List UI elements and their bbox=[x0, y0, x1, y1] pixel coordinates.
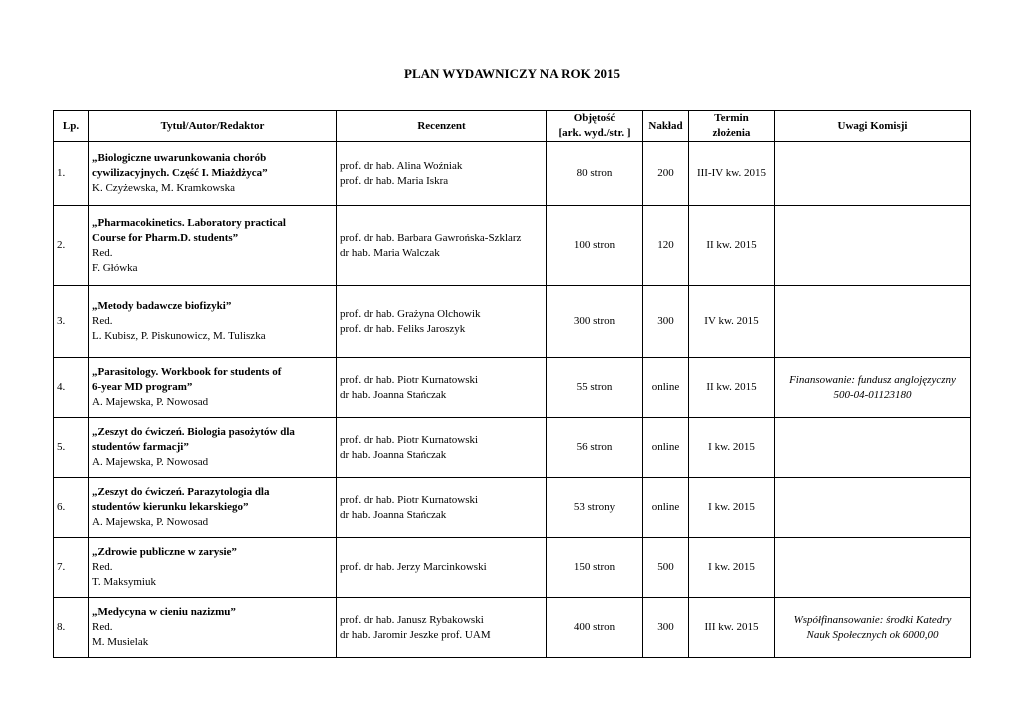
cell-deadline: IV kw. 2015 bbox=[689, 286, 775, 358]
header-volume-line2: [ark. wyd./str. ] bbox=[558, 127, 631, 139]
author-line: L. Kubisz, P. Piskunowicz, M. Tuliszka bbox=[92, 330, 266, 342]
book-title-line: studentów kierunku lekarskiego” bbox=[92, 501, 249, 513]
cell-title bbox=[89, 478, 337, 538]
reviewer-line: prof. dr hab. Piotr Kurnatowski bbox=[340, 493, 479, 506]
table-row bbox=[54, 418, 971, 478]
author-line: Red. bbox=[92, 561, 113, 573]
header-volume bbox=[547, 111, 643, 142]
cell-title bbox=[89, 286, 337, 358]
cell-reviewers bbox=[337, 286, 547, 358]
cell-lp: 6. bbox=[54, 478, 89, 538]
cell-deadline: II kw. 2015 bbox=[689, 206, 775, 286]
reviewer-line: prof. dr hab. Maria Iskra bbox=[340, 174, 449, 187]
cell-notes bbox=[775, 598, 971, 658]
header-deadline-line1: Termin bbox=[714, 112, 749, 124]
cell-notes bbox=[775, 538, 971, 598]
cell-lp: 5. bbox=[54, 418, 89, 478]
book-title-line: „Medycyna w cieniu nazizmu” bbox=[92, 606, 236, 618]
book-title-line: „Metody badawcze biofizyki” bbox=[92, 300, 232, 312]
notes-line: Nauk Społecznych ok 6000,00 bbox=[806, 628, 939, 641]
header-volume-line1: Objętość bbox=[573, 112, 616, 124]
author-line: K. Czyżewska, M. Kramkowska bbox=[92, 182, 235, 194]
reviewer-line: prof. dr hab. Alina Woźniak bbox=[340, 159, 463, 172]
cell-print-run: online bbox=[643, 358, 689, 418]
reviewer-line: prof. dr hab. Piotr Kurnatowski bbox=[340, 433, 479, 446]
cell-print-run: 500 bbox=[643, 538, 689, 598]
book-title-line: 6-year MD program” bbox=[92, 381, 193, 393]
cell-reviewers bbox=[337, 142, 547, 206]
cell-lp: 8. bbox=[54, 598, 89, 658]
cell-print-run: 200 bbox=[643, 142, 689, 206]
reviewer-line: prof. dr hab. Grażyna Olchowik bbox=[340, 307, 481, 320]
reviewer-line: prof. dr hab. Janusz Rybakowski bbox=[340, 613, 484, 626]
book-title-line: „Biologiczne uwarunkowania chorób bbox=[92, 152, 267, 164]
book-title-line: „Zeszyt do ćwiczeń. Parazytologia dla bbox=[92, 486, 270, 498]
notes-line: Współfinansowanie: środki Katedry bbox=[793, 613, 952, 626]
cell-volume: 56 stron bbox=[547, 418, 643, 478]
table-row bbox=[54, 478, 971, 538]
cell-deadline: I kw. 2015 bbox=[689, 478, 775, 538]
book-title-line: studentów farmacji” bbox=[92, 441, 189, 453]
reviewer-line: prof. dr hab. Piotr Kurnatowski bbox=[340, 373, 479, 386]
author-line: A. Majewska, P. Nowosad bbox=[92, 456, 209, 468]
cell-deadline: II kw. 2015 bbox=[689, 358, 775, 418]
cell-reviewers bbox=[337, 418, 547, 478]
cell-reviewers bbox=[337, 358, 547, 418]
header-row bbox=[54, 111, 971, 142]
author-line: F. Główka bbox=[92, 261, 138, 274]
cell-lp: 1. bbox=[54, 142, 89, 206]
author-line: Red. bbox=[92, 315, 113, 327]
cell-reviewers bbox=[337, 538, 547, 598]
reviewer-line: dr hab. Maria Walczak bbox=[340, 246, 440, 259]
cell-volume: 53 strony bbox=[547, 478, 643, 538]
table-row bbox=[54, 286, 971, 358]
publishing-plan-table bbox=[53, 110, 971, 658]
header-lp: Lp. bbox=[54, 111, 89, 142]
cell-notes bbox=[775, 478, 971, 538]
notes-line: 500-04-01123180 bbox=[833, 388, 912, 401]
cell-lp: 3. bbox=[54, 286, 89, 358]
book-title-line: cywilizacyjnych. Część I. Miażdżyca” bbox=[92, 167, 268, 179]
header-notes: Uwagi Komisji bbox=[775, 111, 971, 142]
table-row bbox=[54, 538, 971, 598]
header-deadline bbox=[689, 111, 775, 142]
cell-deadline: I kw. 2015 bbox=[689, 418, 775, 478]
author-line: Red. bbox=[92, 246, 113, 259]
cell-notes bbox=[775, 286, 971, 358]
table-row bbox=[54, 142, 971, 206]
cell-print-run: 300 bbox=[643, 286, 689, 358]
notes-line: Finansowanie: fundusz anglojęzyczny bbox=[789, 373, 956, 386]
header-print-run: Nakład bbox=[643, 111, 689, 142]
cell-volume: 55 stron bbox=[547, 358, 643, 418]
table-row bbox=[54, 358, 971, 418]
cell-lp: 4. bbox=[54, 358, 89, 418]
cell-volume: 100 stron bbox=[547, 206, 643, 286]
cell-volume: 80 stron bbox=[547, 142, 643, 206]
cell-title bbox=[89, 598, 337, 658]
cell-deadline: I kw. 2015 bbox=[689, 538, 775, 598]
document-title: PLAN WYDAWNICZY NA ROK 2015 bbox=[404, 66, 620, 81]
cell-title bbox=[89, 206, 337, 286]
header-reviewer: Recenzent bbox=[337, 111, 547, 142]
cell-notes bbox=[775, 206, 971, 286]
book-title-line: „Parasitology. Workbook for students of bbox=[92, 366, 282, 378]
reviewer-line: prof. dr hab. Barbara Gawrońska-Szklarz bbox=[340, 231, 522, 244]
cell-title bbox=[89, 358, 337, 418]
cell-notes bbox=[775, 358, 971, 418]
cell-deadline: III kw. 2015 bbox=[689, 598, 775, 658]
reviewer-line: prof. dr hab. Feliks Jaroszyk bbox=[340, 322, 466, 335]
reviewer-line: dr hab. Jaromir Jeszke prof. UAM bbox=[340, 628, 491, 641]
cell-notes bbox=[775, 418, 971, 478]
author-line: T. Maksymiuk bbox=[92, 576, 156, 588]
author-line: A. Majewska, P. Nowosad bbox=[92, 516, 209, 528]
cell-reviewers bbox=[337, 478, 547, 538]
book-title-line: Course for Pharm.D. students” bbox=[92, 231, 239, 244]
reviewer-line: dr hab. Joanna Stańczak bbox=[340, 508, 447, 521]
cell-print-run: online bbox=[643, 418, 689, 478]
header-title: Tytuł/Autor/Redaktor bbox=[89, 111, 337, 142]
cell-reviewers bbox=[337, 598, 547, 658]
author-line: A. Majewska, P. Nowosad bbox=[92, 396, 209, 408]
book-title-line: „Pharmacokinetics. Laboratory practical bbox=[92, 216, 286, 229]
cell-volume: 400 stron bbox=[547, 598, 643, 658]
cell-print-run: 300 bbox=[643, 598, 689, 658]
book-title-line: „Zdrowie publiczne w zarysie” bbox=[92, 546, 237, 558]
cell-print-run: 120 bbox=[643, 206, 689, 286]
book-title-line: „Zeszyt do ćwiczeń. Biologia pasożytów dla bbox=[92, 426, 295, 438]
cell-title bbox=[89, 142, 337, 206]
reviewer-line: prof. dr hab. Jerzy Marcinkowski bbox=[340, 561, 487, 573]
cell-volume: 150 stron bbox=[547, 538, 643, 598]
header-deadline-line2: złożenia bbox=[712, 127, 751, 139]
table-row bbox=[54, 206, 971, 286]
author-line: M. Musielak bbox=[92, 636, 149, 648]
cell-deadline: III-IV kw. 2015 bbox=[689, 142, 775, 206]
cell-print-run: online bbox=[643, 478, 689, 538]
cell-lp: 2. bbox=[54, 206, 89, 286]
table-row bbox=[54, 598, 971, 658]
cell-title bbox=[89, 538, 337, 598]
cell-lp: 7. bbox=[54, 538, 89, 598]
reviewer-line: dr hab. Joanna Stańczak bbox=[340, 448, 447, 461]
author-line: Red. bbox=[92, 621, 113, 633]
cell-reviewers bbox=[337, 206, 547, 286]
reviewer-line: dr hab. Joanna Stańczak bbox=[340, 388, 447, 401]
cell-notes bbox=[775, 142, 971, 206]
cell-volume: 300 stron bbox=[547, 286, 643, 358]
cell-title bbox=[89, 418, 337, 478]
